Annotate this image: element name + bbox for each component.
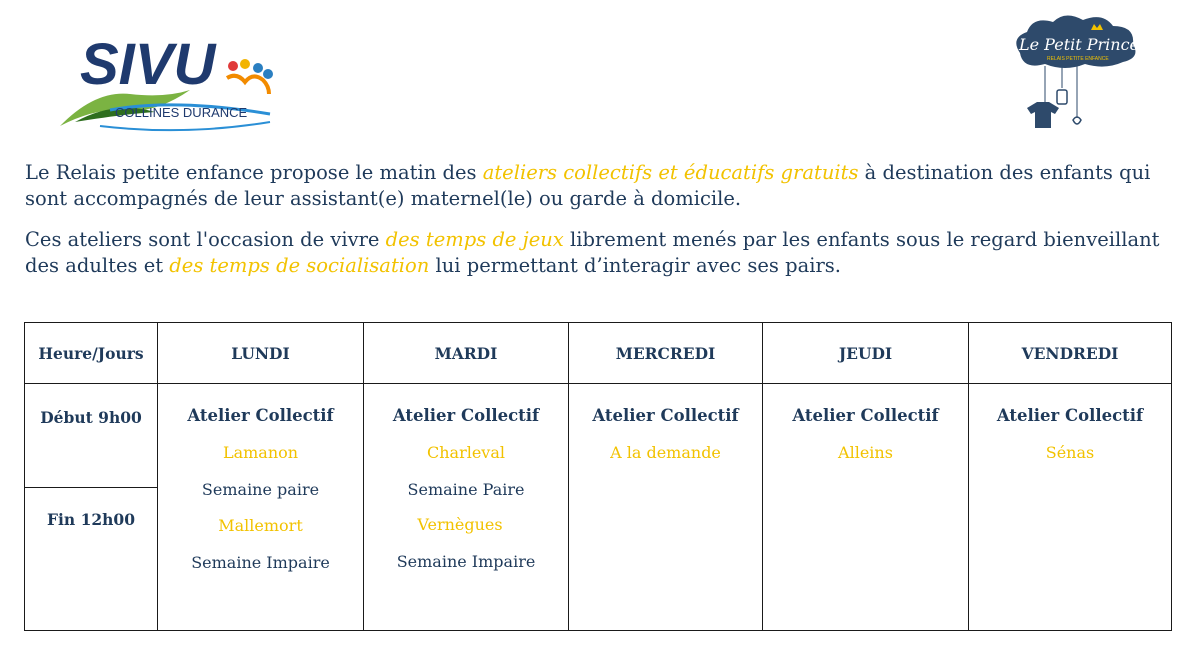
hours-cell [25, 384, 158, 631]
pacifier-icon [1073, 117, 1081, 124]
sivu-logo [55, 18, 280, 136]
atelier-title: Atelier Collectif [392, 406, 540, 425]
cell-mercredi [569, 384, 763, 631]
intro-text-span: Ces ateliers sont l'occasion de vivre [25, 228, 386, 251]
atelier-title: Atelier Collectif [996, 406, 1144, 425]
petit-prince-title: Le Petit Prince [1019, 35, 1140, 54]
town-vernegues: Vernègues [417, 515, 503, 534]
bottle-icon [1057, 90, 1067, 104]
intro-text-span: à destination des enfants qui sont accompagnés de leur assistant(e) maternel(le) ou garde à domicile. [25, 161, 1151, 210]
highlight-socialisation: des temps de socialisation [169, 254, 430, 277]
intro-text-span: librement menés par les enfants sous le regard bienveillant des adultes et [25, 228, 1160, 277]
week-label: Semaine Paire [407, 480, 525, 499]
cell-mardi [364, 384, 569, 631]
header-mercredi: MERCREDI [569, 323, 763, 384]
hour-end: Fin 12h00 [47, 510, 135, 529]
atelier-title: Atelier Collectif [592, 406, 739, 425]
header-row [25, 323, 1172, 384]
town-charleval: Charleval [426, 443, 505, 462]
header-hours: Heure/Jours [25, 323, 158, 384]
header-vendredi: VENDREDI [969, 323, 1172, 384]
week-label: Semaine Impaire [396, 552, 536, 571]
cell-lundi [158, 384, 364, 631]
petit-prince-subtitle: RELAIS PETITE ENFANCE [1047, 56, 1109, 62]
highlight-jeux: des temps de jeux [385, 228, 564, 251]
town-senas: Sénas [1045, 443, 1095, 462]
cell-vendredi [969, 384, 1172, 631]
intro-paragraph-2 [25, 227, 1175, 279]
sivu-subtitle: COLLINES DURANCE [115, 105, 248, 120]
town-lamanon: Lamanon [222, 443, 299, 462]
week-label: Semaine Impaire [191, 553, 330, 572]
tshirt-icon [1027, 102, 1059, 128]
people-icon [227, 59, 273, 94]
header-mardi: MARDI [364, 323, 569, 384]
town-demande: A la demande [610, 443, 721, 462]
header-lundi: LUNDI [158, 323, 364, 384]
header-jeudi: JEUDI [763, 323, 969, 384]
schedule-table [24, 322, 1172, 631]
schedule-row [25, 384, 1172, 631]
town-alleins: Alleins [838, 443, 893, 462]
town-mallemort: Mallemort [218, 516, 303, 535]
intro-text-span: Le Relais petite enfance propose le matin des [25, 161, 483, 184]
petit-prince-logo [1005, 8, 1145, 143]
cell-jeudi [763, 384, 969, 631]
atelier-title: Atelier Collectif [792, 406, 939, 425]
highlight-ateliers: ateliers collectifs et éducatifs gratuits [482, 161, 859, 184]
sivu-logo-text: SIVU [80, 32, 216, 97]
intro-text-span: lui permettant d’interagir avec ses pairs. [429, 254, 841, 277]
intro-text [25, 160, 1175, 294]
intro-paragraph-1 [25, 160, 1175, 212]
week-label: Semaine paire [201, 480, 320, 499]
atelier-title: Atelier Collectif [187, 406, 334, 425]
hour-start: Début 9h00 [25, 384, 157, 488]
